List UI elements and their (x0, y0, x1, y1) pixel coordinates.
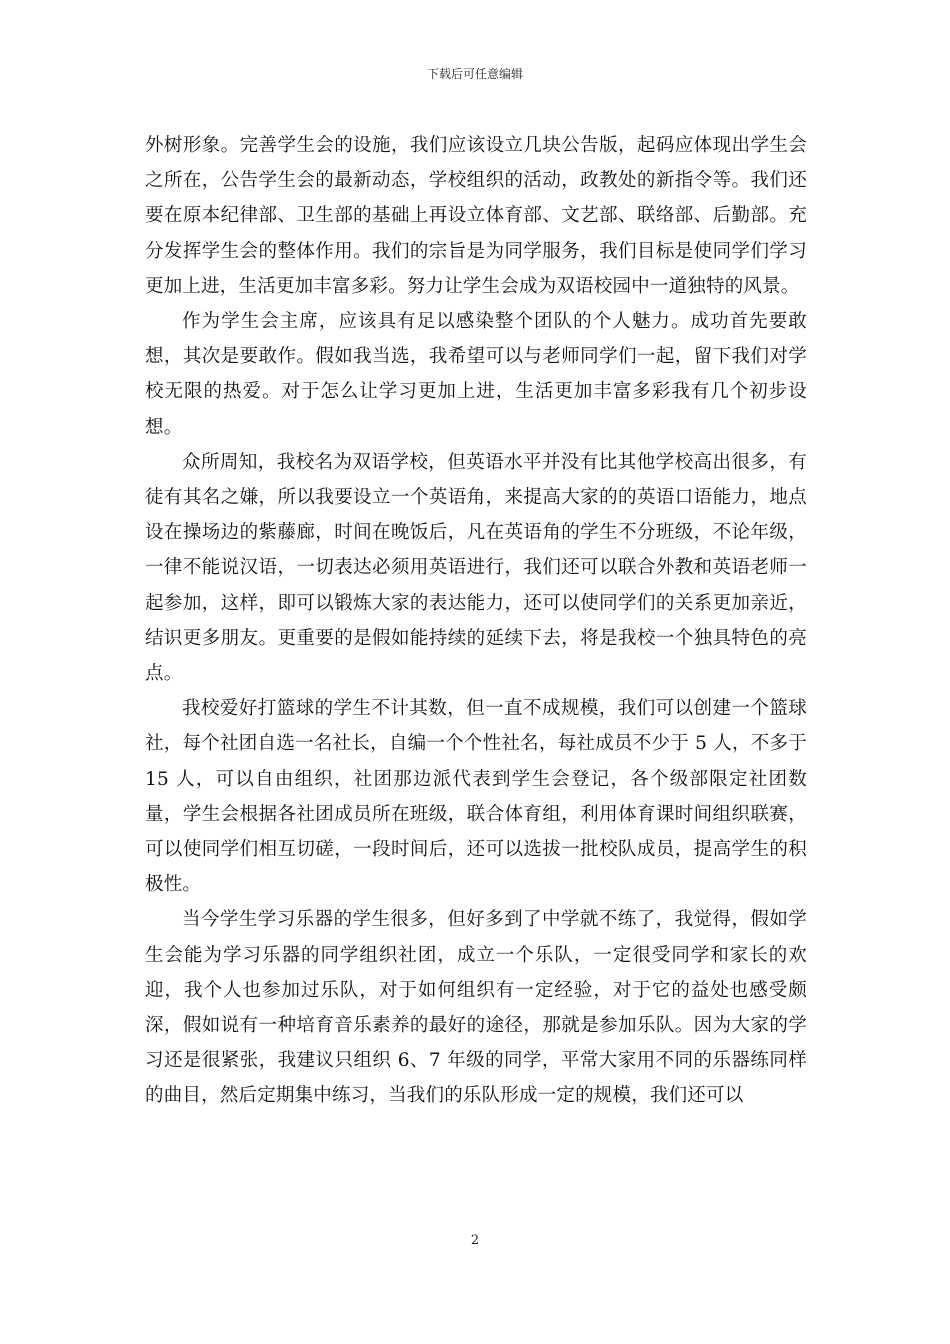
document-body (145, 128, 807, 1114)
paragraph-english-corner: 众所周知，我校名为双语学校，但英语水平并没有比其他学校高出很多，有徒有其名之嫌，所以我要设立一个英语角，来提高大家的的英语口语能力，地点设在操场边的紫藤廊，时间在晚饭后，凡在英语角的学生不分班级，不论年级，一律不能说汉语，一切表达必须用英语进行，我们还可以联合外教和英语老师一起参加，这样，即可以锻炼大家的表达能力，还可以使同学们的关系更加亲近，结识更多朋友。更重要的是假如能持续的延续下去，将是我校一个独具特色的亮点。 (145, 451, 807, 685)
paragraph-president-charisma: 作为学生会主席，应该具有足以感染整个团队的个人魅力。成功首先要敢想，其次是要敢作。假如我当选，我希望可以与老师同学们一起，留下我们对学校无限的热爱。对于怎么让学习更加上进，生活更加丰富多彩我有几个初步设想。 (145, 311, 807, 438)
paragraph-basketball-club: 我校爱好打篮球的学生不计其数，但一直不成规模，我们可以创建一个篮球社，每个社团自选一名社长，自编一个个性社名，每社成员不少于 5 人，不多于 15 人，可以自由组织，社团那边派代表到学生会登记，各个级部限定社团数量，学生会根据各社团成员所在班级，联合体育组，利用体育课时间组织联赛，可以使同学们相互切磋，一段时间后，还可以选拔一批校队成员，提高学生的积极性。 (145, 698, 807, 896)
paragraph-school-band: 当今学生学习乐器的学生很多，但好多到了中学就不练了，我觉得，假如学生会能为学习乐器的同学组织社团，成立一个乐队，一定很受同学和家长的欢迎，我个人也参加过乐队，对于如何组织有一定经验，对于它的益处也感受颇深，假如说有一种培育音乐素养的最好的途径，那就是参加乐队。因为大家的学习还是很紧张，我建议只组织 6、7 年级的同学，平常大家用不同的乐器练同样的曲目，然后定期集中练习，当我们的乐队形成一定的规模，我们还可以 (145, 909, 807, 1107)
page-header: 下载后可任意编辑 (426, 67, 523, 81)
paragraph-continuation: 外树形象。完善学生会的设施，我们应该设立几块公告版，起码应体现出学生会之所在，公告学生会的最新动态，学校组织的活动，政教处的新指令等。我们还要在原本纪律部、卫生部的基础上再设立体育部、文艺部、联络部、后勤部。充分发挥学生会的整体作用。我们的宗旨是为同学服务，我们目标是使同学们学习更加上进，生活更加丰富多彩。努力让学生会成为双语校园中一道独特的风景。 (145, 135, 807, 297)
page-number: 2 (470, 1233, 480, 1248)
